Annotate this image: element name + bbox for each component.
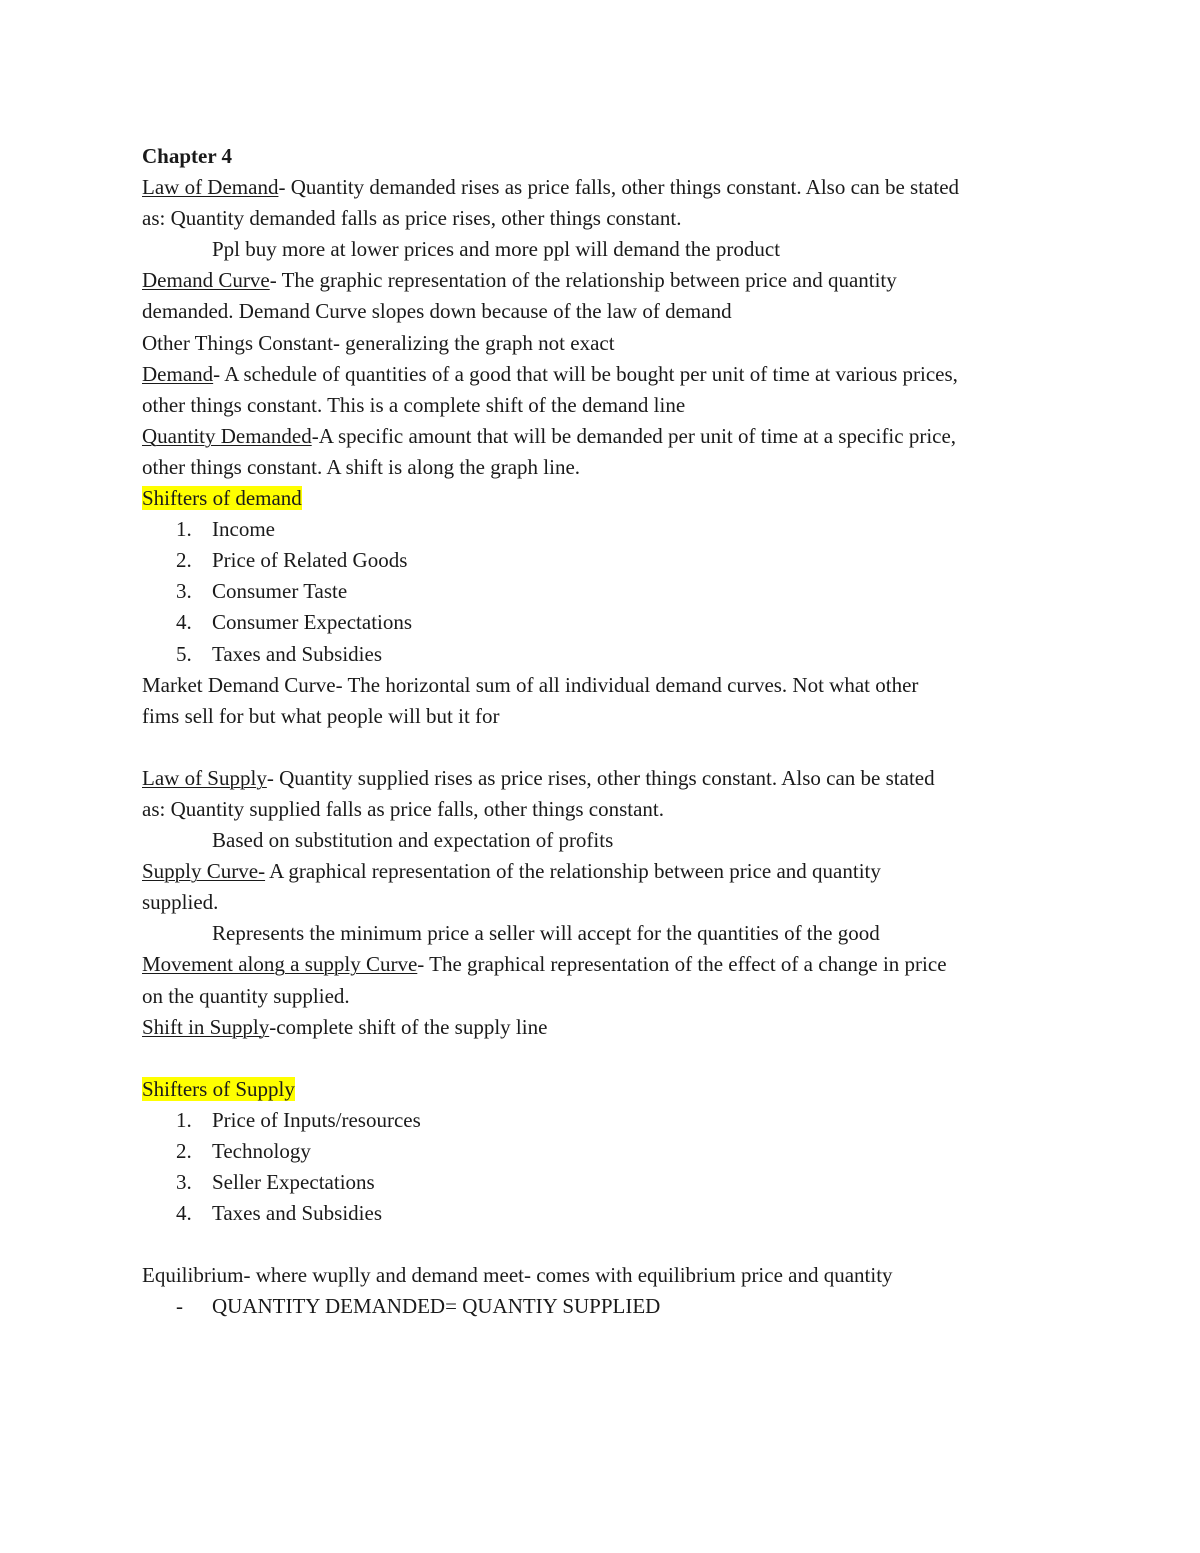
blank-line <box>142 1043 1082 1074</box>
law-of-supply-line-2: as: Quantity supplied falls as price falls, other things constant. <box>142 796 664 821</box>
list-item-text: Price of Inputs/resources <box>212 1107 421 1132</box>
quantity-demanded-line-1 <box>142 421 1082 452</box>
demand-line-2: other things constant. This is a complete shift of the demand line <box>142 392 686 417</box>
law-of-demand-text-1: - Quantity demanded rises as price falls, other things constant. Also can be stated <box>278 175 960 200</box>
shifters-of-supply-list <box>142 1105 1082 1229</box>
quantity-demanded-line-2: other things constant. A shift is along the graph line. <box>142 454 581 479</box>
law-of-supply-term: Law of Supply <box>142 765 267 790</box>
law-of-supply-text-1: - Quantity supplied rises as price rises, other things constant. Also can be stated <box>266 765 935 790</box>
movement-along-supply-text-1: - The graphical representation of the effect of a change in price <box>417 952 947 977</box>
supply-curve-text-1: A graphical representation of the relationship between price and quantity <box>265 859 881 884</box>
supply-curve-term: Supply Curve- <box>142 859 266 884</box>
equilibrium-item-text: QUANTITY DEMANDED= QUANTIY SUPPLIED <box>212 1294 661 1319</box>
list-item-text: Taxes and Subsidies <box>212 641 383 666</box>
list-item-text: Consumer Expectations <box>212 610 413 635</box>
demand-curve-text-1: - The graphic representation of the relationship between price and quantity <box>269 268 897 293</box>
chapter-title: Chapter 4 <box>142 144 233 168</box>
list-item <box>142 1198 1082 1229</box>
movement-along-supply-line-1 <box>142 949 1082 980</box>
list-item <box>142 576 1082 607</box>
market-demand-curve-line-1: Market Demand Curve- The horizontal sum of all individual demand curves. Not what other <box>142 672 919 697</box>
list-item-number: 1. <box>176 1107 192 1132</box>
law-of-supply-line-1 <box>142 763 1082 794</box>
list-item-text: Price of Related Goods <box>212 548 408 573</box>
movement-along-supply-term: Movement along a supply Curve <box>142 952 418 977</box>
blank-line <box>142 1229 1082 1260</box>
list-item-number: 2. <box>176 548 192 573</box>
shifters-of-demand-list <box>142 514 1082 669</box>
list-item <box>142 545 1082 576</box>
shifters-of-demand-heading-line <box>142 483 1082 514</box>
list-item <box>142 514 1082 545</box>
quantity-demanded-term: Quantity Demanded <box>142 423 312 448</box>
demand-curve-line-1 <box>142 265 1082 296</box>
list-item <box>142 607 1082 638</box>
supply-curve-line-2: supplied. <box>142 890 219 915</box>
equilibrium-list <box>142 1291 1082 1322</box>
list-item <box>142 1291 1082 1322</box>
law-of-demand-term: Law of Demand <box>142 175 279 200</box>
list-item-text: Technology <box>212 1139 311 1163</box>
law-of-demand-line-2: as: Quantity demanded falls as price rises, other things constant. <box>142 206 682 231</box>
supply-curve-line-1 <box>142 856 1082 887</box>
list-item-number: 4. <box>176 610 192 635</box>
other-things-constant: Other Things Constant- generalizing the graph not exact <box>142 330 615 355</box>
shifters-of-demand-heading: Shifters of demand <box>142 486 302 511</box>
shift-in-supply-text: -complete shift of the supply line <box>269 1014 548 1039</box>
list-item <box>142 639 1082 670</box>
shifters-of-supply-heading-line <box>142 1074 1082 1105</box>
list-item-text: Consumer Taste <box>212 579 348 604</box>
demand-text-1: - A schedule of quantities of a good that will be bought per unit of time at various prices, <box>213 361 958 386</box>
quantity-demanded-text-1: -A specific amount that will be demanded per unit of time at a specific price, <box>311 423 957 448</box>
demand-curve-term: Demand Curve <box>142 268 270 293</box>
blank-line <box>142 732 1082 763</box>
shifters-of-supply-heading: Shifters of Supply <box>142 1076 295 1101</box>
list-item-text: Seller Expectations <box>212 1170 375 1195</box>
shift-in-supply-term: Shift in Supply <box>142 1014 270 1039</box>
law-of-supply-note: Based on substitution and expectation of profits <box>212 828 614 853</box>
list-item-number: 3. <box>176 579 192 604</box>
list-item-number: 1. <box>176 517 192 542</box>
list-item <box>142 1167 1082 1198</box>
list-item-text: Income <box>212 517 275 542</box>
list-item-number: 3. <box>176 1170 192 1195</box>
list-item-number: 5. <box>176 641 192 666</box>
list-item <box>142 1136 1082 1167</box>
list-item-text: Taxes and Subsidies <box>212 1201 383 1226</box>
demand-term: Demand <box>142 361 214 386</box>
market-demand-curve-line-2: fims sell for but what people will but it for <box>142 703 500 728</box>
demand-curve-line-2: demanded. Demand Curve slopes down because of the law of demand <box>142 299 732 324</box>
law-of-demand-line-1 <box>142 172 1082 203</box>
supply-curve-note: Represents the minimum price a seller will accept for the quantities of the good <box>212 921 880 946</box>
list-item <box>142 1105 1082 1136</box>
list-item-number: 4. <box>176 1201 192 1226</box>
list-item-number: 2. <box>176 1139 192 1163</box>
shift-in-supply-line <box>142 1012 1082 1043</box>
law-of-demand-note: Ppl buy more at lower prices and more ppl will demand the product <box>212 237 781 262</box>
movement-along-supply-line-2: on the quantity supplied. <box>142 983 350 1008</box>
equilibrium-line: Equilibrium- where wuplly and demand meet- comes with equilibrium price and quantity <box>142 1263 893 1288</box>
demand-line-1 <box>142 359 1082 390</box>
document-page <box>142 141 1082 1323</box>
dash-bullet: - <box>176 1294 183 1319</box>
